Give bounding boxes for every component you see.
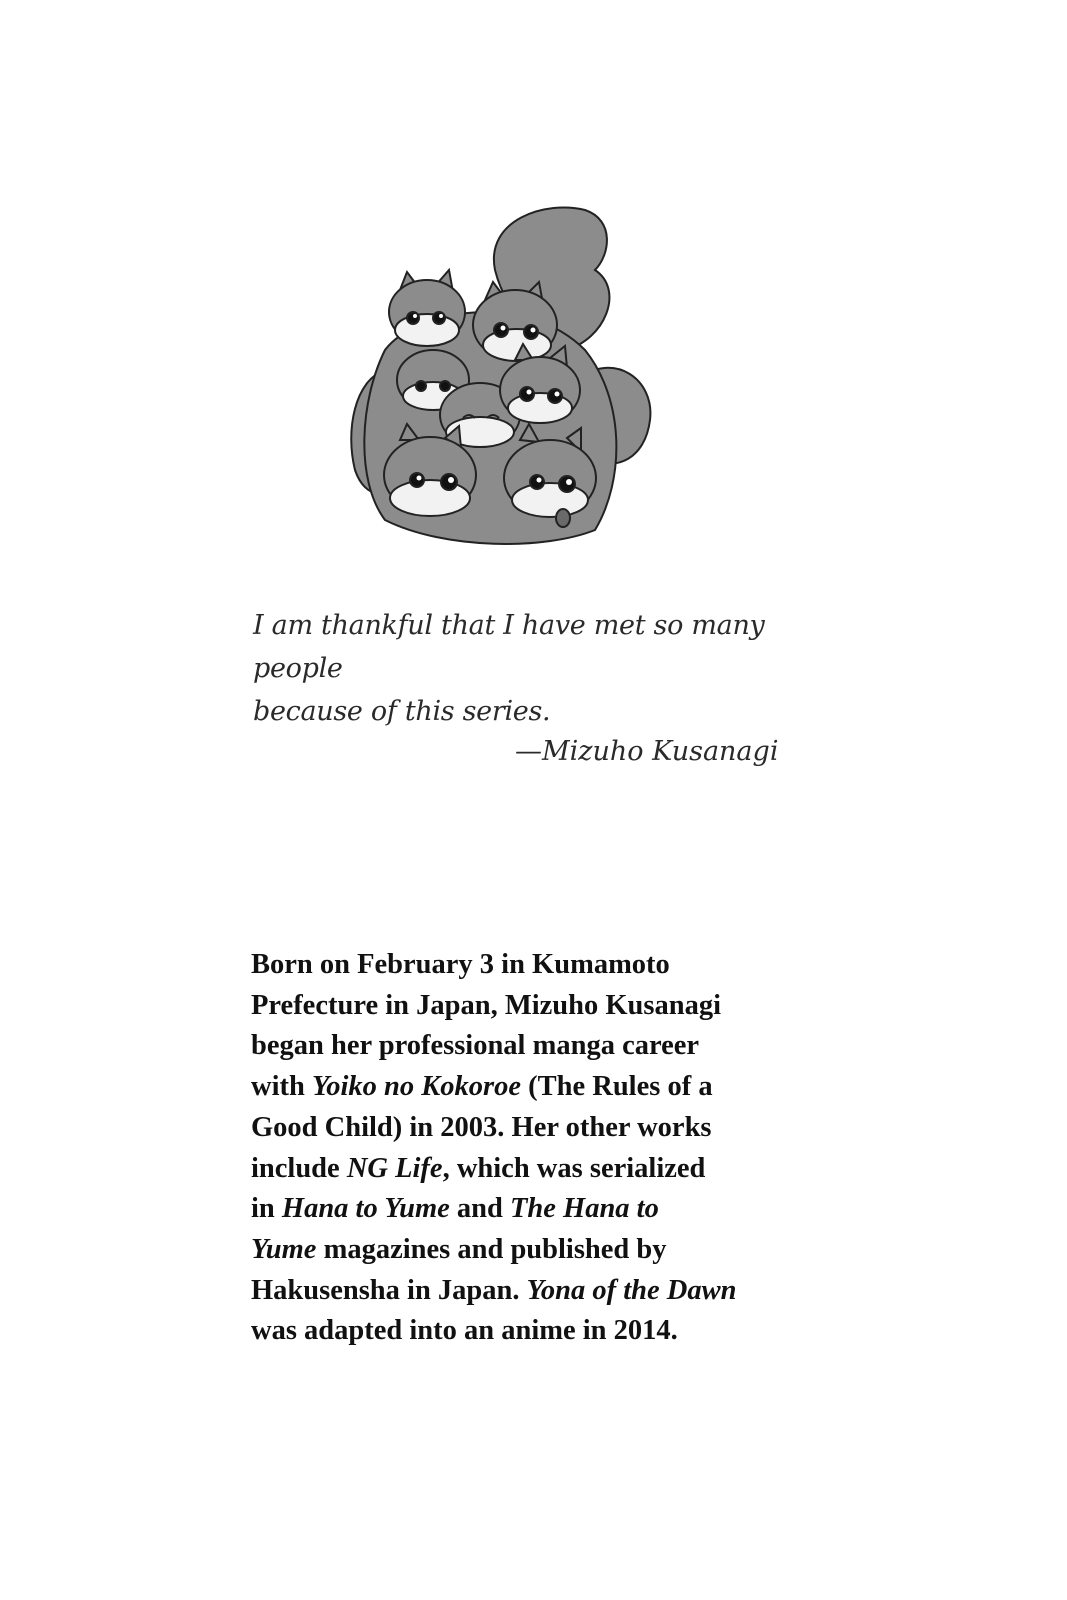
bio-line-1: Born on February 3 in Kumamoto [251,949,670,980]
bio-line-3: began her professional manga career [251,1030,700,1062]
bio-line-8 [251,1230,811,1271]
quote-line-2: because of this series. [253,696,551,727]
magazine-title: Hana to Yume [281,1193,450,1225]
bio-text: Hakusensha in Japan. [251,1274,527,1306]
bio-line-10: was adapted into an anime in 2014. [251,1315,678,1347]
bio-line-2: Prefecture in Japan, Mizuho Kusanagi [251,989,721,1021]
author-quote [253,604,833,733]
bio-text: , which was serialized [442,1152,706,1184]
squirrel-head-1 [389,270,465,346]
author-biography [251,945,811,1352]
bio-line-6 [251,1149,811,1190]
bio-text: and [449,1193,510,1225]
bio-line-4 [251,1067,811,1108]
work-title: NG Life [346,1152,443,1184]
work-title: Yoiko no Kokoroe [311,1071,521,1103]
quote-attribution: —Mizuho Kusanagi [515,736,779,767]
bio-line-9 [251,1271,811,1312]
bio-line-5: Good Child) in 2003. Her other works [251,1111,712,1143]
work-title: Yona of the Dawn [526,1274,737,1306]
bio-text: magazines and published by [316,1233,667,1265]
quote-line-1: I am thankful that I have met so many people [253,610,765,684]
bio-text: in [251,1193,282,1225]
bio-text: include [251,1152,347,1184]
magazine-title: The Hana to [510,1193,659,1225]
bio-text: (The Rules of a [521,1071,713,1103]
squirrel-pile-illustration [345,200,665,560]
magazine-title: Yume [251,1233,317,1265]
bio-text: with [251,1071,312,1103]
bio-line-7 [251,1189,811,1230]
